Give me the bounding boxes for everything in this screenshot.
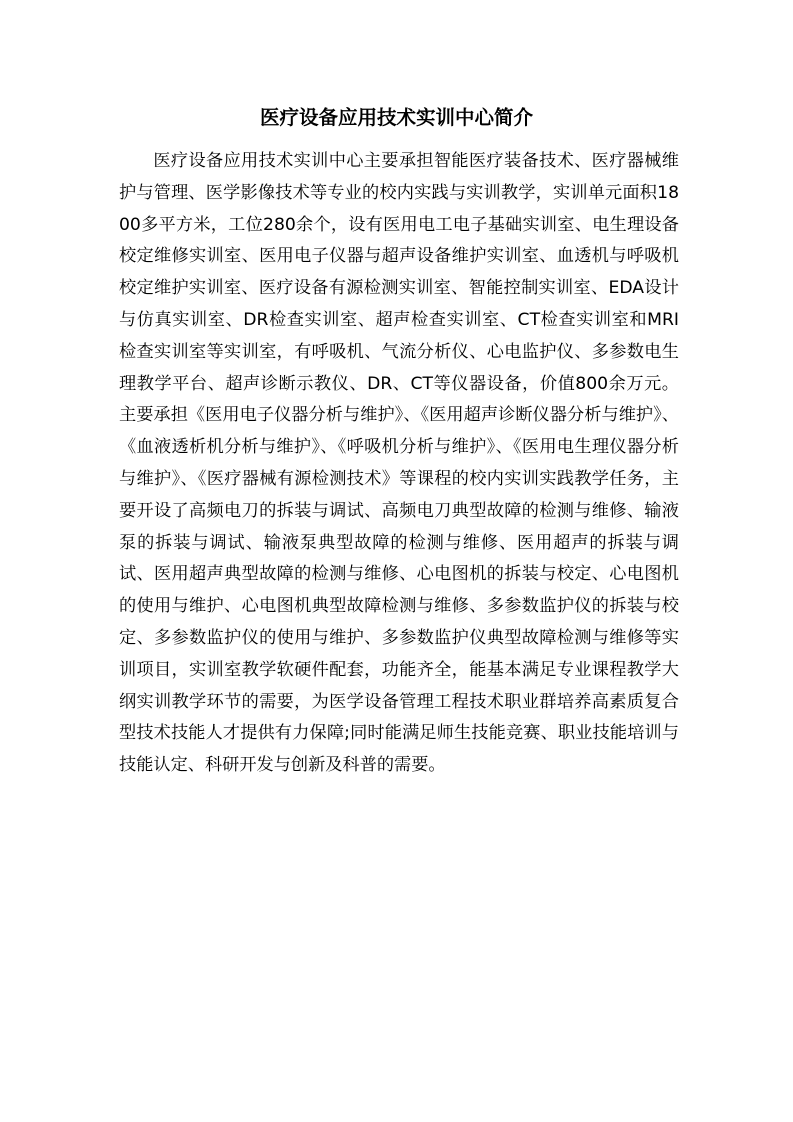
body-paragraph: 医疗设备应用技术实训中心主要承担智能医疗装备技术、医疗器械维护与管理、医学影像技术等专业的校内实践与实训教学，实训单元面积1800多平方米，工位280余个，设有医用电工电子基础实训室、电生理设备校定维修实训室、医用电子仪器与超声设备维护实训室、血透机与呼吸机校定维护实训室、医疗设备有源检测实训室、智能控制实训室、EDA设计与仿真实训室、DR检查实训室、超声检查实训室、CT检查实训室和MRI检查实训室等实训室，有呼吸机、气流分析仪、心电监护仪、多参数电生理教学平台、超声诊断示教仪、DR、CT等仪器设备，价值800余万元。主要承担《医用电子仪器分析与维护》、《医用超声诊断仪器分析与维护》、《血液透析机分析与维护》、《呼吸机分析与维护》、《医用电生理仪器分析与维护》、《医疗器械有源检测技术》等课程的校内实训实践教学任务，主要开设了高频电刀的拆装与调试、高频电刀典型故障的检测与维修、输液泵的拆装与调试、输液泵典型故障的检测与维修、医用超声的拆装与调试、医用超声典型故障的检测与维修、心电图机的拆装与校定、心电图机的使用与维护、心电图机典型故障检测与维修、多参数监护仪的拆装与校定、多参数监护仪的使用与维护、多参数监护仪典型故障检测与维修等实训项目，实训室教学软硬件配套，功能齐全，能基本满足专业课程教学大纲实训教学环节的需要，为医学设备管理工程技术职业群培养高素质复合型技术技能人才提供有力保障;同时能满足师生技能竞赛、职业技能培训与技能认定、科研开发与创新及科普的需要。 [119,151,679,776]
document-title: 医疗设备应用技术实训中心简介 [259,106,533,129]
